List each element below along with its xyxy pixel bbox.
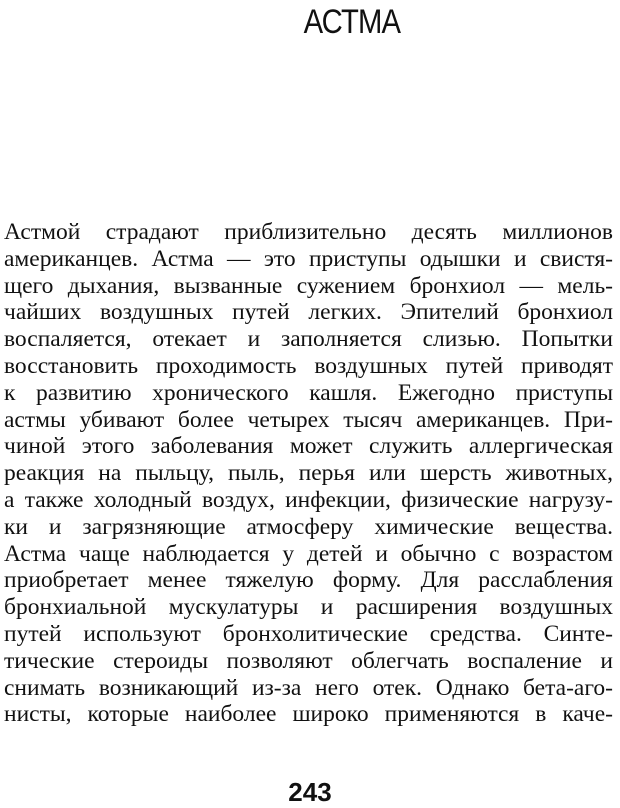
text-line: нисты, которые наиболее широко применяются в каче- xyxy=(4,701,613,728)
text-line: Астмой страдают приблизительно десять миллионов xyxy=(4,219,613,245)
text-line: восстановить проходимость воздушных путей приводят xyxy=(4,352,613,379)
text-line: чиной этого заболевания может служить аллергическая xyxy=(4,433,613,460)
text-line: бронхиальной мускулатуры и расширения воздушных xyxy=(4,594,613,621)
text-line: американцев. Астма — это приступы одышки и свистя- xyxy=(4,245,613,272)
text-line: снимать возникающий из-за него отек. Однако бета-аго- xyxy=(4,674,613,701)
text-line: путей используют бронхолитические средства. Синте- xyxy=(4,620,613,647)
text-line: Астма чаще наблюдается у детей и обычно с возрастом xyxy=(4,540,613,567)
text-line: реакция на пыльцу, пыль, перья или шерсть животных, xyxy=(4,460,613,487)
text-line: приобретает менее тяжелую форму. Для расслабления xyxy=(4,567,613,594)
body-text xyxy=(4,219,613,728)
text-line: щего дыхания, вызванные сужением бронхиол — мель- xyxy=(4,272,613,299)
text-line: астмы убивают более четырех тысяч американцев. При- xyxy=(4,406,613,433)
text-line: к развитию хронического кашля. Ежегодно приступы xyxy=(4,379,613,406)
text-line: ки и загрязняющие атмосферу химические вещества. xyxy=(4,513,613,540)
text-line: а также холодный воздух, инфекции, физические нагрузу- xyxy=(4,486,613,513)
page-title: АСТМА xyxy=(303,3,401,41)
text-line: чайших воздушных путей легких. Эпителий бронхиол xyxy=(4,299,613,326)
text-line: тические стероиды позволяют облегчать воспаление и xyxy=(4,647,613,674)
text-line: воспаляется, отекает и заполняется слизью. Попытки xyxy=(4,326,613,353)
page-number: 243 xyxy=(288,777,332,807)
